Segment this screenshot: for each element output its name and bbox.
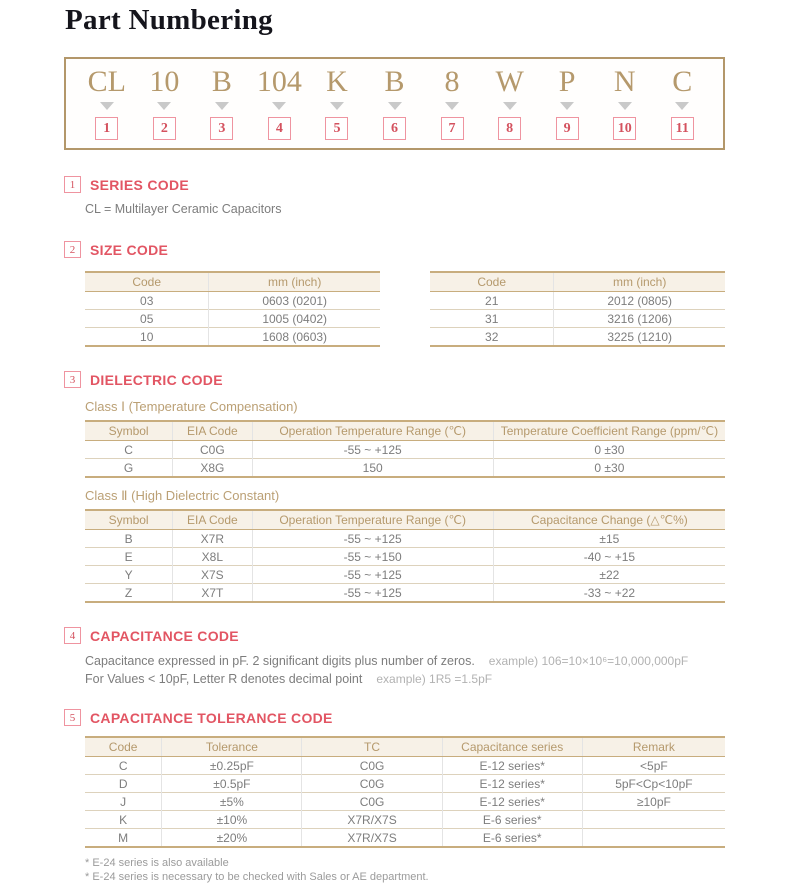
class1-label: Class Ⅰ (Temperature Compensation) (85, 399, 298, 414)
part-number-segment (366, 59, 424, 148)
table-cell: D (85, 775, 162, 793)
column-header: Symbol (85, 421, 173, 441)
section-title: SERIES CODE (90, 176, 189, 193)
tolerance-table (85, 736, 725, 848)
footnote: * E-24 series is necessary to be checked with Sales or AE department. (85, 871, 429, 883)
column-header: Code (430, 272, 554, 292)
table-cell: 150 (252, 459, 493, 478)
table-cell: 1005 (0402) (209, 310, 380, 328)
table-cell: 2012 (0805) (554, 292, 725, 310)
segment-code: CL (87, 65, 126, 98)
column-header: Capacitance series (442, 737, 582, 757)
table-header-row (85, 510, 725, 530)
column-header: Capacitance Change (△℃%) (493, 510, 725, 530)
table-cell: E-12 series* (442, 757, 582, 775)
table-cell: 03 (140, 293, 154, 308)
series-description: CL = Multilayer Ceramic Capacitors (85, 202, 282, 216)
table-cell: X7S (173, 566, 252, 584)
table-cell: C (124, 442, 133, 457)
table-cell: 3216 (1206) (554, 310, 725, 328)
table-cell: -55 ~ +125 (252, 530, 493, 548)
table-cell: E-12 series* (442, 775, 582, 793)
column-header: Code (85, 737, 162, 757)
segment-position-badge: 11 (671, 117, 694, 140)
table-cell: C0G (302, 793, 442, 811)
table-row (85, 829, 725, 848)
table-row (430, 310, 725, 328)
page (0, 4, 789, 884)
column-header: EIA Code (173, 421, 252, 441)
table-cell: X7R/X7S (302, 829, 442, 848)
column-header: Tolerance (162, 737, 302, 757)
table-row (85, 310, 380, 328)
capacitance-example: example) 106=10×10⁶=10,000,000pF (488, 654, 689, 668)
table-cell: X7T (173, 584, 252, 603)
table-header-row (85, 737, 725, 757)
arrow-down-icon (157, 102, 171, 110)
table-row (430, 292, 725, 310)
capacitance-example: example) 1R5 =1.5pF (376, 672, 493, 686)
part-number-segment (481, 59, 539, 148)
table-cell: E (85, 548, 173, 566)
table-row (85, 757, 725, 775)
dielectric-class2-table (85, 509, 725, 603)
section-title: CAPACITANCE CODE (90, 627, 239, 644)
table-cell: ±22 (493, 566, 725, 584)
segment-position-badge: 6 (383, 117, 406, 140)
table-header-row (430, 272, 725, 292)
table-cell: C (118, 758, 128, 773)
section-header-series (64, 176, 725, 193)
part-number-segment (596, 59, 654, 148)
capacitance-rule-text: For Values < 10pF, Letter R denotes decimal point (85, 672, 363, 686)
capacitance-rule-2 (85, 672, 725, 686)
segment-code: B (384, 65, 405, 98)
section-number-badge: 4 (64, 627, 81, 644)
table-cell: K (85, 811, 162, 829)
table-cell: X7R (173, 530, 252, 548)
class2-label: Class Ⅱ (High Dielectric Constant) (85, 488, 280, 503)
part-number-segment (136, 59, 194, 148)
section-number-badge: 2 (64, 241, 81, 258)
dielectric-class1-table (85, 420, 725, 478)
table-cell: 0603 (0201) (209, 292, 380, 310)
arrow-down-icon (388, 102, 402, 110)
column-header: EIA Code (173, 510, 252, 530)
table-row (85, 584, 725, 603)
table-cell: 0 ±30 (493, 441, 725, 459)
section-number-badge: 1 (64, 176, 81, 193)
table-cell: ±0.25pF (162, 757, 302, 775)
arrow-down-icon (618, 102, 632, 110)
table-row (85, 441, 725, 459)
segment-code: P (558, 65, 576, 98)
table-cell: Y (85, 566, 173, 584)
table-cell: ±15 (493, 530, 725, 548)
table-cell (582, 811, 725, 829)
segment-position-badge: 7 (441, 117, 464, 140)
column-header: Code (85, 272, 209, 292)
table-cell: C0G (302, 775, 442, 793)
table-cell: -40 ~ +15 (493, 548, 725, 566)
column-header: Operation Temperature Range (℃) (252, 510, 493, 530)
capacitance-rule-text: Capacitance expressed in pF. 2 significant digits plus number of zeros. (85, 654, 475, 668)
table-row (85, 548, 725, 566)
segment-position-badge: 2 (153, 117, 176, 140)
table-header-row (85, 421, 725, 441)
table-row (85, 811, 725, 829)
page-title: Part Numbering (65, 4, 273, 36)
arrow-down-icon (330, 102, 344, 110)
table-cell (582, 829, 725, 848)
column-header: TC (302, 737, 442, 757)
segment-position-badge: 1 (95, 117, 118, 140)
table-cell: 21 (485, 293, 499, 308)
arrow-down-icon (560, 102, 574, 110)
section-number-badge: 3 (64, 371, 81, 388)
segment-position-badge: 5 (325, 117, 348, 140)
capacitance-rule-1 (85, 654, 725, 668)
part-number-segment (538, 59, 596, 148)
table-cell: -55 ~ +150 (252, 548, 493, 566)
segment-position-badge: 10 (613, 117, 636, 140)
table-cell: 0 ±30 (493, 459, 725, 478)
part-number-segment (78, 59, 136, 148)
part-number-segment (653, 59, 711, 148)
segment-code: W (495, 65, 524, 98)
segment-code: C (672, 65, 693, 98)
segment-code: 8 (444, 65, 460, 98)
section-header-capacitance (64, 627, 725, 644)
table-cell: C0G (173, 441, 252, 459)
table-cell: B (124, 531, 133, 546)
part-number-segment (423, 59, 481, 148)
footnote: * E-24 series is also available (85, 857, 229, 869)
table-row (85, 775, 725, 793)
table-cell: 3225 (1210) (554, 328, 725, 347)
table-cell: -55 ~ +125 (252, 566, 493, 584)
section-title: CAPACITANCE TOLERANCE CODE (90, 709, 333, 726)
table-cell: X8L (173, 548, 252, 566)
table-cell: ±20% (162, 829, 302, 848)
table-header-row (85, 272, 380, 292)
table-cell: 31 (430, 310, 554, 328)
section-title: DIELECTRIC CODE (90, 371, 223, 388)
table-cell: X7R/X7S (302, 811, 442, 829)
arrow-down-icon (675, 102, 689, 110)
column-header: mm (inch) (209, 272, 380, 292)
table-cell: ±0.5pF (162, 775, 302, 793)
arrow-down-icon (100, 102, 114, 110)
table-cell: J (85, 793, 162, 811)
table-row (85, 793, 725, 811)
size-tables (85, 271, 725, 347)
size-table-left (85, 271, 380, 347)
table-cell: 05 (85, 310, 209, 328)
table-cell: ≥10pF (582, 793, 725, 811)
part-number-segment (251, 59, 309, 148)
table-cell: ±10% (162, 811, 302, 829)
table-cell: -55 ~ +125 (252, 441, 493, 459)
table-cell: E-12 series* (442, 793, 582, 811)
table-cell: C0G (302, 757, 442, 775)
table-cell: E-6 series* (442, 829, 582, 848)
segment-code: B (211, 65, 232, 98)
part-number-box (64, 57, 725, 150)
section-header-dielectric (64, 371, 725, 388)
segment-position-badge: 4 (268, 117, 291, 140)
segment-position-badge: 3 (210, 117, 233, 140)
part-number-segment (308, 59, 366, 148)
section-title: SIZE CODE (90, 241, 169, 258)
table-cell: E-6 series* (442, 811, 582, 829)
table-cell: 32 (430, 328, 554, 347)
segment-code: K (326, 65, 348, 98)
column-header: Remark (582, 737, 725, 757)
part-number-segment (193, 59, 251, 148)
table-cell: Z (85, 584, 173, 603)
arrow-down-icon (272, 102, 286, 110)
table-cell: -33 ~ +22 (493, 584, 725, 603)
table-row (85, 292, 380, 310)
arrow-down-icon (445, 102, 459, 110)
size-table-right (430, 271, 725, 347)
segment-position-badge: 9 (556, 117, 579, 140)
table-cell: 5pF<Cp<10pF (582, 775, 725, 793)
column-header: Symbol (85, 510, 173, 530)
column-header: mm (inch) (554, 272, 725, 292)
table-row (85, 530, 725, 548)
column-header: Temperature Coefficient Range (ppm/℃) (493, 421, 725, 441)
section-header-size (64, 241, 725, 258)
table-cell: 10 (85, 328, 209, 347)
table-row (85, 566, 725, 584)
table-row (430, 328, 725, 347)
table-cell: G (85, 459, 173, 478)
table-row (85, 328, 380, 347)
segment-code: N (613, 65, 636, 98)
segment-code: 104 (256, 65, 302, 98)
table-cell: 1608 (0603) (209, 328, 380, 347)
table-cell: X8G (173, 459, 252, 478)
segment-position-badge: 8 (498, 117, 521, 140)
column-header: Operation Temperature Range (℃) (252, 421, 493, 441)
table-cell: <5pF (582, 757, 725, 775)
table-row (85, 459, 725, 478)
table-cell: M (85, 829, 162, 848)
segment-code: 10 (149, 65, 180, 98)
section-number-badge: 5 (64, 709, 81, 726)
table-cell: ±5% (162, 793, 302, 811)
table-cell: -55 ~ +125 (252, 584, 493, 603)
section-header-tolerance (64, 709, 725, 726)
arrow-down-icon (503, 102, 517, 110)
arrow-down-icon (215, 102, 229, 110)
